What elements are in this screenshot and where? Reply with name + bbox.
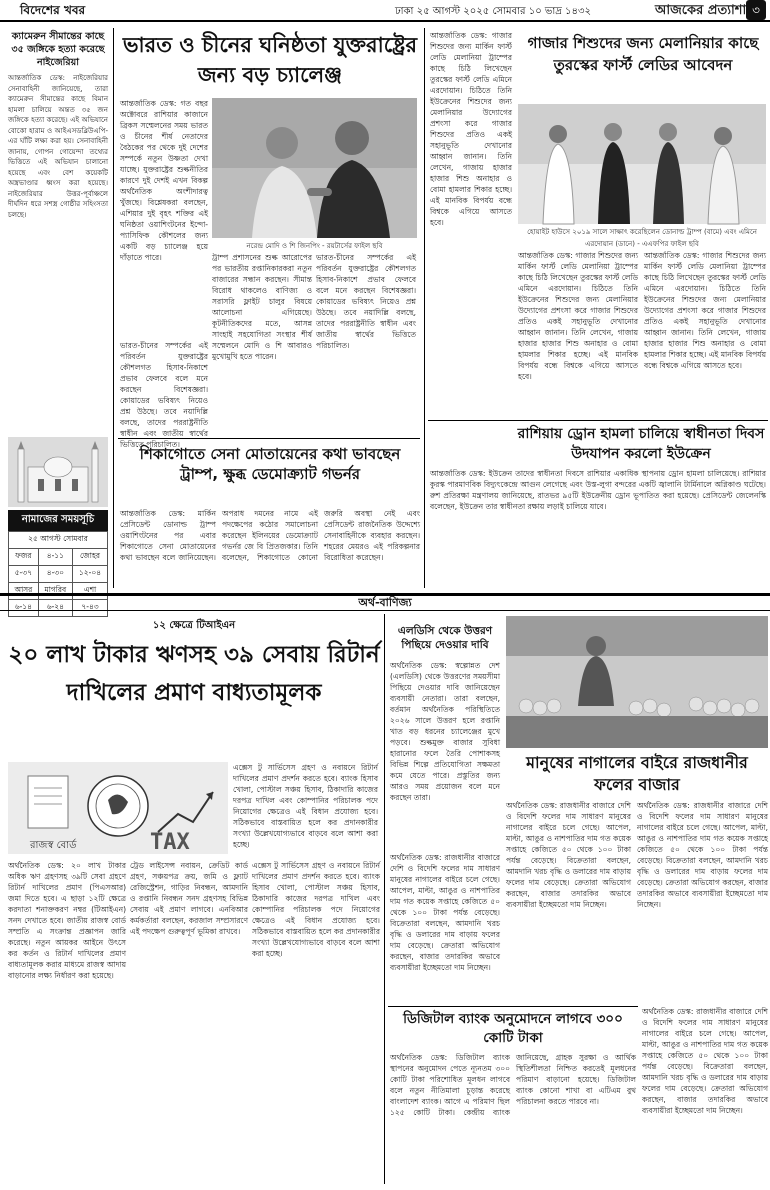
prayer-cell: ৬-২৪ [38, 600, 72, 617]
tax-body-col2: ট্রেড লাইসেন্স নবায়ন, ক্রেডিট কার্ড গ্রহণ, সঞ্চয়পত্র ক্রয়, জমি ও ফ্ল্যাট রেজিস্ট্রেশন, গাড়ির নিবন্ধন, আমদানি ও রপ্তানি নিবন্ধন সনদ গ্রহণসহ বিভিন্ন সেবায় এই প্রমাণ লাগবে। এনবিআর কর্মকর্তারা বলছেন, করজাল সম্প্রসারণে এই পদক্ষেপ গুরুত্বপূর্ণ ভূমিকা রাখবে। [130, 861, 248, 936]
bank-body: অর্থনৈতিক ডেস্ক: ডিজিটাল ব্যাংক স্থাপনের অনুমোদন পেতে ন্যূনতম ৩০০ কোটি টাকা পরিশোধিত মূলধন লাগবে বলে নতুন নীতিমালা চূড়ান্ত করেছে বাংলাদেশ ব্যাংক। আগে এ পরিমাণ ছিল ১২৫ কোটি টাকা। কেন্দ্রীয় ব্যাংক জানিয়েছে, গ্রাহক সুরক্ষা ও আর্থিক স্থিতিশীলতা নিশ্চিত করতেই মূলধনের পরিমাণ বাড়ানো হয়েছে। ডিজিটাল ব্যাংক কোনো শাখা বা এটিএম বুথ পরিচালনা করতে পারবে না। [390, 1053, 636, 1117]
column-divider [113, 28, 114, 588]
section-rule [388, 1006, 638, 1007]
section-title: বিদেশের খবর [20, 3, 86, 17]
date-line: ঢাকা ২৫ আগস্ট ২০২৫ সোমবার ১০ ভাদ্র ১৪৩২ [395, 6, 592, 17]
prayer-cell: আসর [9, 583, 39, 600]
masthead-brand: আজকের প্রত্যাশা [655, 3, 747, 18]
left-column [8, 30, 108, 611]
main-body-col1: আন্তর্জাতিক ডেস্ক: গত বছর অক্টোবরে রাশিয়ার কাজানে ব্রিকস সম্মেলনের সময় ভারত ও চীনের শীর্ষ নেতাদের বৈঠকের পর থেকে দুই দেশের সম্পর্কে নতুন উষ্ণতা দেখা যাচ্ছে। যুক্তরাষ্ট্রের শুল্কনীতির কারণে দুই দেশই এখন বিকল্প অর্থনৈতিক অংশীদারত্ব খুঁজছে। বিশ্লেষকরা বলছেন, এশিয়ার দুই বৃহৎ শক্তির এই ঘনিষ্ঠতা ওয়াশিংটনের ইন্দো-প্যাসিফিক কৌশলের জন্য একটি বড় চ্যালেঞ্জ হয়ে দাঁড়াতে পারে। [120, 99, 208, 262]
column-divider [424, 28, 425, 588]
ldc-body: অর্থনৈতিক ডেস্ক: স্বল্পোন্নত দেশ (এলডিসি) থেকে উত্তরণের সময়সীমা পিছিয়ে দেওয়ার দাবি জানিয়েছেন ব্যবসায়ী নেতারা। তারা বলছেন, বর্তমান অর্থনৈতিক পরিস্থিতিতে ২০২৬ সালে উত্তরণ হলে রপ্তানি খাত বড় ধরনের চ্যালেঞ্জের মুখে পড়বে। শুল্কমুক্ত বাজার সুবিধা হারানোর ফলে তৈরি পোশাকসহ বিভিন্ন শিল্পে প্রতিযোগিতা সক্ষমতা কমে যেতে পারে। প্রস্তুতির জন্য আরও সময় প্রয়োজন বলে মনে করছেন তারা। [390, 661, 500, 802]
chicago-body: আন্তর্জাতিক ডেস্ক: মার্কিন প্রেসিডেন্ট ডোনাল্ড ট্রাম্প ওয়াশিংটনের পর এবার শিকাগোতে সেনা মোতায়েনের কথা ভাবছেন বলে জানিয়েছেন। অপরাধ দমনের নামে এই পদক্ষেপের কঠোর সমালোচনা করেছেন ইলিনয়ের ডেমোক্র্যাট গভর্নর জে বি প্রিতজকার। তিনি বলেছেন, শিকাগোতে কোনো জরুরি অবস্থা নেই এবং প্রেসিডেন্ট রাজনৈতিক উদ্দেশ্যে সেনাবাহিনীকে ব্যবহার করছেন। শহরের মেয়রও এই পরিকল্পনার বিরোধিতা করেছেন। [120, 509, 420, 562]
prayer-cell: ৬-১৪ [9, 600, 39, 617]
main-body-col2: ট্রাম্প প্রশাসনের শুল্ক আরোপের পর ভারতীয় রপ্তানিকারকরা নতুন বাজারের সন্ধান করছেন। সীমান্ত বিরোধ থাকলেও বাণিজ্য ও সরাসরি ফ্লাইট চালুর বিষয়ে আলোচনা এগিয়েছে। কূটনীতিকদের মতে, আসন্ন সাংহাই সহযোগিতা সংস্থার শীর্ষ সম্মেলনে মোদি ও শি আবারও মুখোমুখি হতে পারেন। [212, 253, 312, 361]
tax-image-text: TAX [150, 830, 190, 855]
main-body-col1b: ভারত-চীনের সম্পর্কের এই পরিবর্তন যুক্তরাষ্ট্রের কৌশলগত হিসাব-নিকাশে প্রভাব ফেলবে বলে মনে করছেন বিশেষজ্ঞরা। কোয়াডের ভবিষ্যৎ নিয়েও প্রশ্ন উঠছে। তবে নয়াদিল্লি বলছে, তাদের পররাষ্ট্রনীতি স্বাধীন এবং জাতীয় স্বার্থের ভিত্তিতে পরিচালিত। [120, 341, 208, 449]
market-body-col1: অর্থনৈতিক ডেস্ক: রাজধানীর বাজারে দেশি ও বিদেশি ফলের দাম সাধারণ মানুষের নাগালের বাইরে চলে গেছে। আপেল, মাল্টা, আঙুর ও নাশপাতির দাম গত কয়েক সপ্তাহে কেজিতে ৫০ থেকে ১০০ টাকা পর্যন্ত বেড়েছে। বিক্রেতারা বলছেন, আমদানি খরচ বৃদ্ধি ও ডলারের দাম বাড়ায় ফলের দাম বেড়েছে। ক্রেতারা অভিযোগ করছেন, বাজার তদারকির অভাবে ব্যবসায়ীরা ইচ্ছেমতো দাম নিচ্ছেন। [390, 853, 500, 972]
tax-body-col1: অর্থনৈতিক ডেস্ক: ২০ লাখ টাকার অধিক ঋণ গ্রহণসহ ৩৯টি সেবা গ্রহণে রিটার্ন দাখিলের প্রমাণ (পিএসআর) জমা দিতে হবে। এ ছাড়া ১২টি ক্ষেত্রে করদাতা শনাক্তকরণ নম্বর (টিআইএন) সনদ দেখাতে হবে। জাতীয় রাজস্ব বোর্ড সম্প্রতি এ সংক্রান্ত প্রজ্ঞাপন জারি করেছে। নতুন আয়কর আইনে উৎসে কর কর্তন ও রিটার্ন দাখিলের প্রমাণ বাধ্যতামূলক করার মাধ্যমে রাজস্ব আদায় বাড়ানোর লক্ষ্য নির্ধারণ করা হয়েছে। [8, 861, 126, 980]
main-photo-caption: নরেন্দ্র মোদি ও শি জিনপিং - রয়টার্সের ফাইল ছবি [246, 242, 383, 250]
mosque-photo [8, 437, 108, 507]
prayer-cell: ১২-০৪ [73, 566, 108, 583]
tax-headline: ২০ লাখ টাকার ঋণসহ ৩৯ সেবায় রিটার্ন দাখিলের প্রমাণ বাধ্যতামূলক [8, 642, 380, 706]
ldc-headline: এলডিসি থেকে উত্তরণ পিছিয়ে দেওয়ার দাবি [397, 625, 493, 651]
gaza-body-col1: আন্তর্জাতিক ডেস্ক: গাজার শিশুদের জন্য মার্কিন ফার্স্ট লেডি মেলানিয়া ট্রাম্পের কাছে চিঠি লিখেছেন তুরস্কের ফার্স্ট লেডি এমিনে এরদোয়ান। চিঠিতে তিনি ইউক্রেনের শিশুদের জন্য মেলানিয়ার উদ্যোগের প্রশংসা করে গাজার শিশুদের প্রতিও একই সহানুভূতি দেখানোর আহ্বান জানান। তিনি লেখেন, গাজায় হাজার হাজার শিশু অনাহার ও বোমা হামলার শিকার হচ্ছে। এই মানবিক বিপর্যয় বন্ধে বিশ্বকে এগিয়ে আসতে হবে। [430, 31, 512, 227]
prayer-cell: ৭-৪৩ [73, 600, 108, 617]
column-divider [384, 614, 385, 1184]
page-number: ৩ [746, 0, 766, 20]
prayer-cell: ৫-৩৭ [9, 566, 39, 583]
page-header [0, 0, 770, 22]
market-body-col3: অর্থনৈতিক ডেস্ক: রাজধানীর বাজারে দেশি ও বিদেশি ফলের দাম সাধারণ মানুষের নাগালের বাইরে চলে গেছে। আপেল, মাল্টা, আঙুর ও নাশপাতির দাম গত কয়েক সপ্তাহে কেজিতে ৫০ থেকে ১০০ টাকা পর্যন্ত বেড়েছে। বিক্রেতারা বলছেন, আমদানি খরচ বৃদ্ধি ও ডলারের দাম বাড়ায় ফলের দাম বেড়েছে। ক্রেতারা অভিযোগ করছেন, বাজার তদারকির অভাবে ব্যবসায়ীরা ইচ্ছেমতো দাম নিচ্ছেন। [637, 801, 768, 909]
prayer-cell: জোহর [73, 549, 108, 566]
modi-xi-photo [212, 98, 417, 238]
business-section-banner [0, 593, 770, 611]
prayer-cell: ফজর [9, 549, 39, 566]
business-section-label: অর্থ-বাণিজ্য [358, 596, 412, 609]
gaza-photo-caption: হোয়াইট হাউসে ২০১৯ সালে সাক্ষাৎ করেছিলেন ডোনাল্ড ট্রাম্প (বামে) এবং এমিনে এরদোয়ান (ডানে) - এএফপির ফাইল ছবি [527, 228, 757, 248]
gaza-body-col2: আন্তর্জাতিক ডেস্ক: গাজার শিশুদের জন্য মার্কিন ফার্স্ট লেডি মেলানিয়া ট্রাম্পের কাছে চিঠি লিখেছেন তুরস্কের ফার্স্ট লেডি এমিনে এরদোয়ান। চিঠিতে তিনি ইউক্রেনের শিশুদের জন্য মেলানিয়ার উদ্যোগের প্রশংসা করে গাজার শিশুদের প্রতিও একই সহানুভূতি দেখানোর আহ্বান জানান। তিনি লেখেন, গাজায় হাজার হাজার শিশু অনাহার ও বোমা হামলার শিকার হচ্ছে। এই মানবিক বিপর্যয় বন্ধে বিশ্বকে এগিয়ে আসতে হবে। [518, 251, 639, 381]
prayer-date: ২৫ আগস্ট সোমবার [8, 531, 108, 548]
market-body-col2: অর্থনৈতিক ডেস্ক: রাজধানীর বাজারে দেশি ও বিদেশি ফলের দাম সাধারণ মানুষের নাগালের বাইরে চলে গেছে। আপেল, মাল্টা, আঙুর ও নাশপাতির দাম গত কয়েক সপ্তাহে কেজিতে ৫০ থেকে ১০০ টাকা পর্যন্ত বেড়েছে। বিক্রেতারা বলছেন, আমদানি খরচ বৃদ্ধি ও ডলারের দাম বাড়ায় ফলের দাম বেড়েছে। ক্রেতারা অভিযোগ করছেন, বাজার তদারকির অভাবে ব্যবসায়ীরা ইচ্ছেমতো দাম নিচ্ছেন। [506, 801, 631, 909]
trump-erdogan-photo [518, 104, 766, 224]
market-headline: মানুষের নাগালের বাইরে রাজধানীর ফলের বাজার [526, 753, 748, 794]
main-headline: ভারত ও চীনের ঘনিষ্ঠতা যুক্তরাষ্ট্রের জন্য বড় চ্যালেঞ্জ [122, 33, 418, 87]
section-rule [118, 438, 420, 439]
tax-kicker: ১২ ক্ষেত্রে টিআইএন [152, 620, 236, 631]
ukraine-body: আন্তর্জাতিক ডেস্ক: ইউক্রেন তাদের স্বাধীনতা দিবসে রাশিয়ার একাধিক স্থাপনায় ড্রোন হামলা চালিয়েছে। রাশিয়ার কুরস্ক পারমাণবিক বিদ্যুৎকেন্দ্রে আগুন লেগেছে এবং উস্ত-লুগা বন্দরের একটি জ্বালানি টার্মিনালে অগ্নিকাণ্ড ঘটেছে। রুশ প্রতিরক্ষা মন্ত্রণালয় জানিয়েছে, রাতভর ৯৫টি ইউক্রেনীয় ড্রোন ভূপাতিত করা হয়েছে। প্রেসিডেন্ট জেলেনস্কি বলেছেন, ইউক্রেন তার স্বাধীনতা রক্ষায় লড়াই চালিয়ে যাবে। [430, 469, 766, 511]
market-body-col4: অর্থনৈতিক ডেস্ক: রাজধানীর বাজারে দেশি ও বিদেশি ফলের দাম সাধারণ মানুষের নাগালের বাইরে চলে গেছে। আপেল, মাল্টা, আঙুর ও নাশপাতির দাম গত কয়েক সপ্তাহে কেজিতে ৫০ থেকে ১০০ টাকা পর্যন্ত বেড়েছে। বিক্রেতারা বলছেন, আমদানি খরচ বৃদ্ধি ও ডলারের দাম বাড়ায় ফলের দাম বেড়েছে। ক্রেতারা অভিযোগ করছেন, বাজার তদারকির অভাবে ব্যবসায়ীরা ইচ্ছেমতো দাম নিচ্ছেন। [642, 1007, 768, 1115]
main-body-col3: ভারত-চীনের সম্পর্কের এই পরিবর্তন যুক্তরাষ্ট্রের কৌশলগত হিসাব-নিকাশে প্রভাব ফেলবে বলে মনে করছেন বিশেষজ্ঞরা। কোয়াডের ভবিষ্যৎ নিয়েও প্রশ্ন উঠছে। তবে নয়াদিল্লি বলছে, তাদের পররাষ্ট্রনীতি স্বাধীন এবং জাতীয় স্বার্থের ভিত্তিতে পরিচালিত। [316, 253, 416, 350]
prayer-cell: মাগরিব [38, 583, 72, 600]
gaza-body-col3: আন্তর্জাতিক ডেস্ক: গাজার শিশুদের জন্য মার্কিন ফার্স্ট লেডি মেলানিয়া ট্রাম্পের কাছে চিঠি লিখেছেন তুরস্কের ফার্স্ট লেডি এমিনে এরদোয়ান। চিঠিতে তিনি ইউক্রেনের শিশুদের জন্য মেলানিয়ার উদ্যোগের প্রশংসা করে গাজার শিশুদের প্রতিও একই সহানুভূতি দেখানোর আহ্বান জানান। তিনি লেখেন, গাজায় হাজার হাজার শিশু অনাহার ও বোমা হামলার শিকার হচ্ছে। এই মানবিক বিপর্যয় বন্ধে বিশ্বকে এগিয়ে আসতে হবে। [644, 251, 766, 370]
bank-headline: ডিজিটাল ব্যাংক অনুমোদনে লাগবে ৩০০ কোটি টাকা [403, 1011, 623, 1046]
tax-body-top: এক্সেস টু সার্ভিসেস গ্রহণ ও নবায়নে রিটার্ন দাখিলের প্রমাণ প্রদর্শন করতে হবে। ব্যাংক হিসাব খোলা, পোস্টাল সঞ্চয় হিসাব, ঠিকাদারি কাজের দরপত্র দাখিল এবং কোম্পানির পরিচালক পদে নিয়োগের ক্ষেত্রেও এই বিধান প্রযোজ্য হবে। সঠিকভাবে বাস্তবায়িত হলে কর প্রদানকারীর সংখ্যা উল্লেখযোগ্যভাবে বাড়বে বলে আশা করা হচ্ছে। [233, 763, 378, 849]
ukraine-headline: রাশিয়ায় ড্রোন হামলা চালিয়ে স্বাধীনতা দিবস উদযাপন করলো ইউক্রেন [517, 426, 765, 462]
nigeria-body: আন্তর্জাতিক ডেস্ক: নাইজেরিয়ার সেনাবাহিনী জানিয়েছে, তারা ক্যামেরুন সীমান্তের কাছে বিমান হামলা চালিয়ে অন্তত ৩৫ জন জঙ্গিকে হত্যা করেছে। এই অভিযানে বোকো হারাম ও আইএসডব্লিউএপি-এর ঘাঁটি লক্ষ্য করা হয়। সেনাবাহিনী জানায়, গোপন গোয়েন্দা তথ্যের ভিত্তিতে এই অভিযান চালানো হয়েছে এবং বেশ কয়েকটি অস্ত্রভাণ্ডার ধ্বংস করা হয়েছে। নাইজেরিয়ার উত্তর-পূর্বাঞ্চলে দীর্ঘদিন ধরে সশস্ত্র গোষ্ঠীর সহিংসতা চলছে। [8, 74, 108, 219]
fruit-market-photo [506, 616, 768, 748]
tax-body-col3: এক্সেস টু সার্ভিসেস গ্রহণ ও নবায়নে রিটার্ন দাখিলের প্রমাণ প্রদর্শন করতে হবে। ব্যাংক হিসাব খোলা, পোস্টাল সঞ্চয় হিসাব, ঠিকাদারি কাজের দরপত্র দাখিল এবং কোম্পানির পরিচালক পদে নিয়োগের ক্ষেত্রেও এই বিধান প্রযোজ্য হবে। সঠিকভাবে বাস্তবায়িত হলে কর প্রদানকারীর সংখ্যা উল্লেখযোগ্যভাবে বাড়বে বলে আশা করা হচ্ছে। [252, 861, 380, 958]
prayer-cell: এশা [73, 583, 108, 600]
prayer-cell: ৪-১১ [38, 549, 72, 566]
prayer-title: নামাজের সময়সূচি [8, 510, 108, 531]
gaza-headline: গাজার শিশুদের জন্য মেলানিয়ার কাছে তুরস্কের ফার্স্ট লেডির আবেদন [527, 34, 759, 74]
nigeria-headline: ক্যামেরুন সীমান্তের কাছে ৩৫ জঙ্গিকে হত্যা করেছে নাইজেরিয়া [11, 31, 105, 68]
prayer-cell: ৪-৩০ [38, 566, 72, 583]
tax-image-board: রাজস্ব বোর্ড [30, 840, 77, 851]
chicago-headline: শিকাগোতে সেনা মোতায়েনের কথা ভাবছেন ট্রাম্প, ক্ষুব্ধ ডেমোক্র্যাট গভর্নর [139, 445, 401, 483]
section-rule [428, 420, 768, 421]
